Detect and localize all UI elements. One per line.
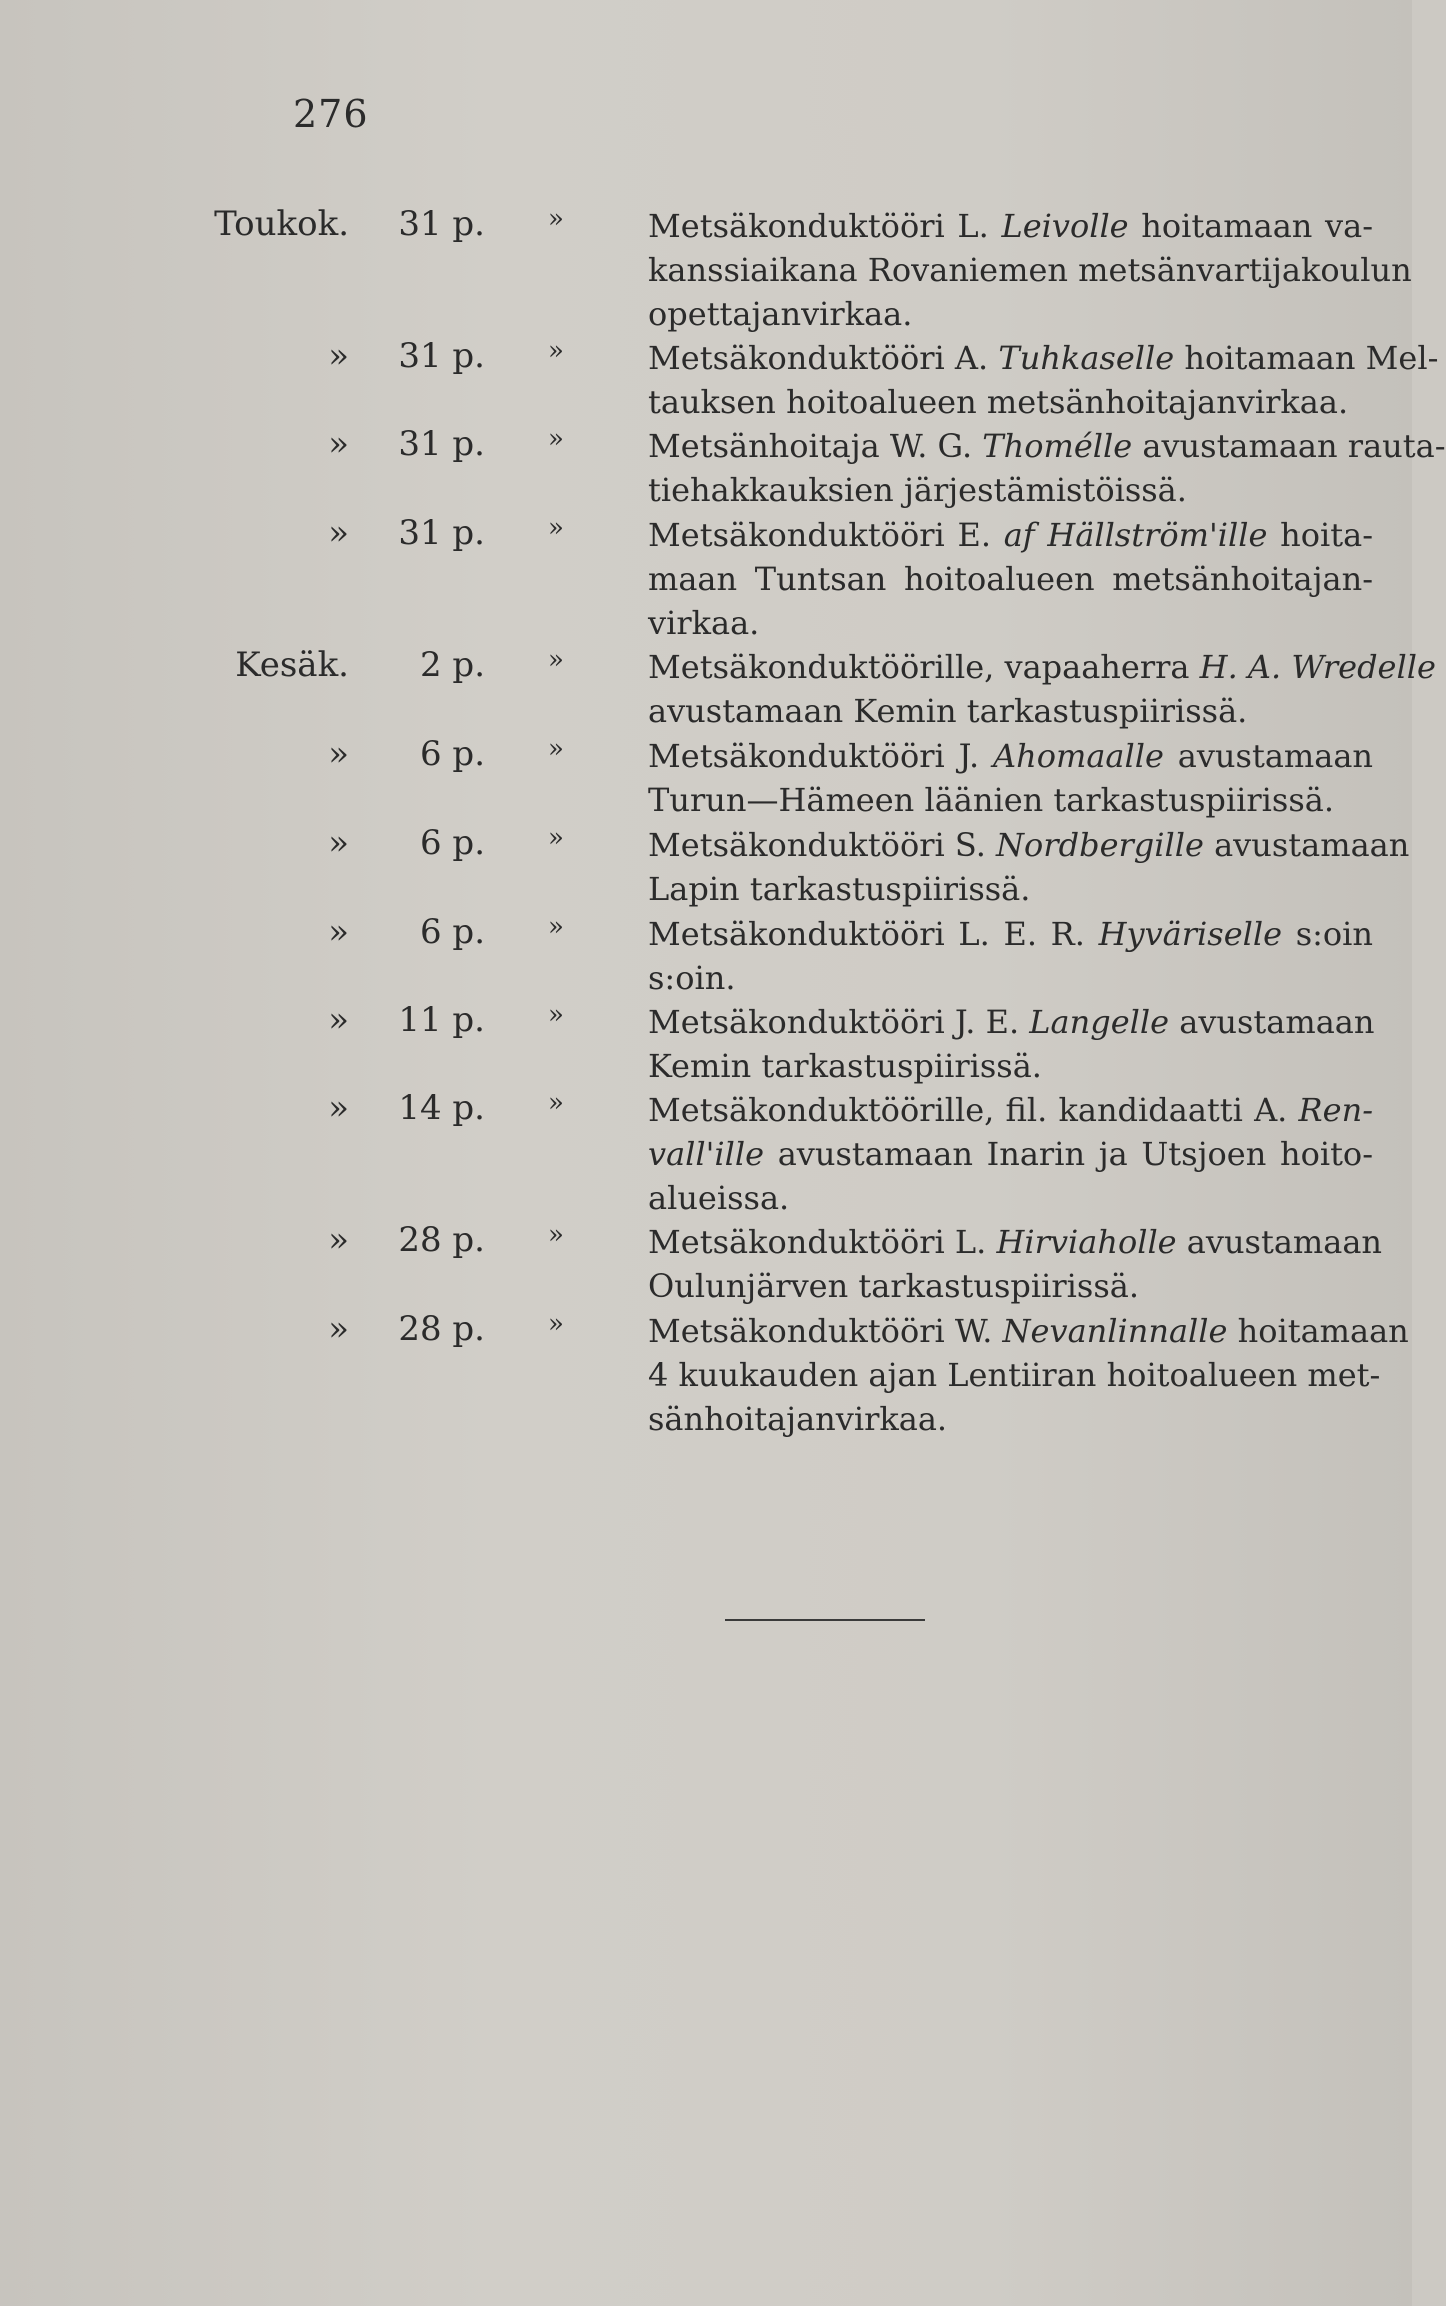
person-name: af Hällström'ille (1003, 516, 1268, 554)
entry-text (648, 204, 1412, 336)
text-segment: hoitamaan Mel- (1174, 339, 1439, 377)
person-name: Langelle (1029, 1003, 1170, 1041)
person-name: Ren- (1298, 1091, 1373, 1129)
text-line (648, 823, 1410, 867)
text-segment: Metsäkonduktöörille, fil. kandidaatti A. (648, 1091, 1299, 1129)
entry-month: » (328, 336, 349, 376)
text-segment: Metsäkonduktööri L. (648, 207, 1002, 245)
entry-text (648, 734, 1373, 822)
text-line (648, 292, 1373, 336)
person-name: Leivolle (1001, 207, 1129, 245)
text-line (648, 557, 1373, 601)
person-name: Nordbergille (996, 826, 1204, 864)
entry-day: 28 p. (398, 1309, 485, 1349)
text-segment: Metsäkonduktööri E. (648, 516, 1004, 554)
text-segment: Metsäkonduktööri L. E. R. (648, 915, 1099, 953)
person-name: Nevanlinnalle (1002, 1312, 1228, 1350)
ditto-mark: » (548, 1088, 564, 1118)
ditto-mark: » (548, 513, 564, 543)
text-segment: avustamaan (1176, 1223, 1383, 1261)
text-line (648, 912, 1373, 956)
person-name: Tuhkaselle (998, 339, 1175, 377)
ditto-mark: » (548, 823, 564, 853)
section-divider (725, 1619, 925, 1621)
entry-day: 14 p. (398, 1088, 485, 1128)
text-segment: avustamaan rauta- (1132, 427, 1446, 465)
text-segment: alueissa. (648, 1179, 790, 1217)
text-segment: sänhoitajanvirkaa. (648, 1400, 948, 1438)
entry-day: 2 p. (419, 645, 485, 685)
entry-month: » (328, 912, 349, 952)
text-line (648, 956, 1373, 1000)
text-segment: 4 kuukauden ajan Lentiiran hoitoalueen met- (648, 1356, 1381, 1394)
entry-day: 31 p. (398, 424, 485, 464)
entry-text (648, 513, 1373, 645)
text-line (648, 601, 1373, 645)
text-line (648, 380, 1373, 424)
entry-month: » (328, 823, 349, 863)
text-segment: avustamaan (1169, 1003, 1375, 1041)
text-line (648, 1264, 1373, 1308)
entry-day: 6 p. (419, 734, 485, 774)
text-line (648, 204, 1373, 248)
entry-day: 31 p. (398, 204, 485, 244)
entry-text (648, 645, 1436, 733)
entry-day: 31 p. (398, 336, 485, 376)
text-line (648, 248, 1412, 292)
entry-day: 6 p. (419, 823, 485, 863)
text-segment: virkaa. (648, 604, 760, 642)
text-segment: kanssiaikana Rovaniemen metsänvartijakoulun (648, 251, 1412, 289)
entry-text (648, 1220, 1383, 1308)
text-line (648, 1132, 1373, 1176)
text-line (648, 1309, 1409, 1353)
text-segment: s:oin. (648, 959, 736, 997)
text-segment: Kemin tarkastuspiirissä. (648, 1047, 1042, 1085)
person-name: Ahomaalle (993, 737, 1164, 775)
entry-month: » (328, 1088, 349, 1128)
ditto-mark: » (548, 1000, 564, 1030)
text-segment: Metsäkonduktöörille, vapaaherra (648, 648, 1200, 686)
entry-text (648, 424, 1446, 512)
text-line (648, 468, 1373, 512)
text-segment: tiehakkauksien järjestämistöissä. (648, 471, 1187, 509)
text-segment: Metsänhoitaja W. G. (648, 427, 983, 465)
text-segment: s:oin (1282, 915, 1374, 953)
person-name: vall'ille (648, 1135, 765, 1173)
entry-month: » (328, 513, 349, 553)
entry-month: Toukok. (214, 204, 349, 244)
entry-day: 31 p. (398, 513, 485, 553)
entry-text (648, 912, 1373, 1000)
text-line (648, 1353, 1381, 1397)
text-segment: avustamaan (1163, 737, 1373, 775)
ditto-mark: » (548, 204, 564, 234)
ditto-mark: » (548, 1309, 564, 1339)
entry-text (648, 1309, 1409, 1441)
text-line (648, 778, 1373, 822)
text-line (648, 424, 1446, 468)
text-segment: opettajanvirkaa. (648, 295, 913, 333)
page-number: 276 (293, 92, 369, 136)
ditto-mark: » (548, 645, 564, 675)
entry-text (648, 1000, 1373, 1088)
text-segment: Oulunjärven tarkastuspiirissä. (648, 1267, 1139, 1305)
text-line (648, 1176, 1373, 1220)
person-name: H. A. Wredelle (1199, 648, 1436, 686)
entry-month: » (328, 734, 349, 774)
text-segment: Lapin tarkastuspiirissä. (648, 870, 1031, 908)
entry-day: 6 p. (419, 912, 485, 952)
entry-month: Kesäk. (235, 645, 349, 685)
text-segment: Metsäkonduktööri J. E. (648, 1003, 1030, 1041)
text-line (648, 734, 1373, 778)
ditto-mark: » (548, 424, 564, 454)
text-segment: Metsäkonduktööri S. (648, 826, 997, 864)
text-segment: Metsäkonduktööri L. (648, 1223, 997, 1261)
text-segment: maan Tuntsan hoitoalueen metsänhoitajan- (648, 560, 1373, 598)
text-line (648, 336, 1439, 380)
text-line (648, 689, 1373, 733)
entry-text (648, 823, 1410, 911)
text-segment: Metsäkonduktööri A. (648, 339, 999, 377)
ditto-mark: » (548, 734, 564, 764)
entry-text (648, 336, 1439, 424)
text-line (648, 1044, 1373, 1088)
text-line (648, 1220, 1383, 1264)
entry-month: » (328, 1220, 349, 1260)
text-segment: avustamaan (1203, 826, 1410, 864)
entry-day: 28 p. (398, 1220, 485, 1260)
entry-month: » (328, 1309, 349, 1349)
text-line (648, 645, 1436, 689)
entry-month: » (328, 1000, 349, 1040)
text-line (648, 1000, 1373, 1044)
text-segment: Turun—Hämeen läänien tarkastuspiirissä. (648, 781, 1334, 819)
person-name: Hyväriselle (1098, 915, 1283, 953)
text-segment: tauksen hoitoalueen metsänhoitajanvirkaa. (648, 383, 1349, 421)
text-segment: hoitamaan (1227, 1312, 1409, 1350)
text-line (648, 1088, 1373, 1132)
ditto-mark: » (548, 912, 564, 942)
text-segment: avustamaan Kemin tarkastuspiirissä. (648, 692, 1248, 730)
person-name: Hirviaholle (996, 1223, 1177, 1261)
text-segment: hoitamaan va- (1128, 207, 1374, 245)
person-name: Thomélle (982, 427, 1133, 465)
text-line (648, 867, 1373, 911)
text-segment: Metsäkonduktööri W. (648, 1312, 1003, 1350)
entry-day: 11 p. (398, 1000, 485, 1040)
text-segment: hoita- (1267, 516, 1373, 554)
ditto-mark: » (548, 336, 564, 366)
text-line (648, 1397, 1373, 1441)
text-segment: avustamaan Inarin ja Utsjoen hoito- (764, 1135, 1373, 1173)
text-line (648, 513, 1373, 557)
ditto-mark: » (548, 1220, 564, 1250)
entry-month: » (328, 424, 349, 464)
text-segment: Metsäkonduktööri J. (648, 737, 993, 775)
entry-text (648, 1088, 1373, 1220)
